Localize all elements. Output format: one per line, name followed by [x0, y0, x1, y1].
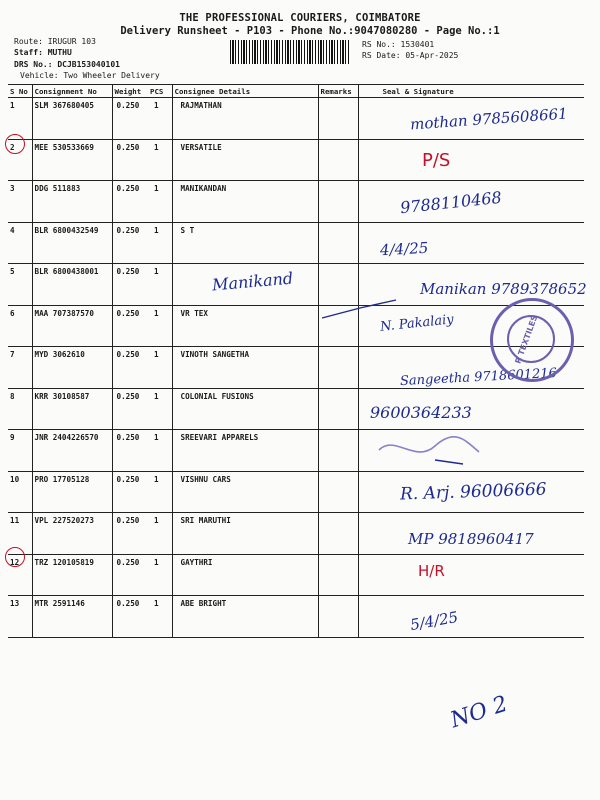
- row-pcs: 1: [148, 181, 172, 223]
- hw-mark-row-12: H/R: [418, 562, 445, 580]
- table-row: [8, 139, 584, 181]
- row-pcs: 1: [148, 305, 172, 347]
- row-weight: 0.250: [112, 596, 148, 638]
- hw-signature-row-3: 9788110468: [399, 187, 503, 218]
- stamp-lettering: R TEXTILES: [513, 314, 540, 365]
- col-consignee: Consignee Details: [172, 85, 318, 98]
- table-row: [8, 554, 584, 596]
- hw-scribble-row-9: [375, 430, 485, 470]
- row-signature: [358, 139, 584, 181]
- row-remarks: [318, 181, 358, 223]
- hw-signature-row-7: Sangeetha 9718601216: [399, 365, 558, 390]
- row-pcs: 1: [148, 139, 172, 181]
- vehicle-label: Vehicle: Two Wheeler Delivery: [20, 71, 160, 80]
- col-consignment: Consignment No: [32, 85, 112, 98]
- row-sno: 2: [8, 139, 32, 181]
- row-consignee: S T: [172, 222, 318, 264]
- table-row: [8, 388, 584, 430]
- row-signature: [358, 554, 584, 596]
- barcode-image: [230, 40, 350, 64]
- row-pcs: 1: [148, 388, 172, 430]
- row-pcs: 1: [148, 596, 172, 638]
- row-consignee: SRI MARUTHI: [172, 513, 318, 555]
- table-header-row: [8, 85, 584, 98]
- table-row: [8, 222, 584, 264]
- row-pcs: 1: [148, 513, 172, 555]
- row-consignment: JNR 2404226570: [32, 430, 112, 472]
- row-consignment: VPL 227520273: [32, 513, 112, 555]
- row-consignee: GAYTHRI: [172, 554, 318, 596]
- row-consignment: BLR 6800432549: [32, 222, 112, 264]
- row-pcs: 1: [148, 471, 172, 513]
- route-label: Route: IRUGUR 103: [14, 37, 96, 46]
- hw-signature-row-11: MP 9818960417: [408, 530, 534, 548]
- row-weight: 0.250: [112, 181, 148, 223]
- row-weight: 0.250: [112, 222, 148, 264]
- row-2-circle-mark: [5, 134, 25, 154]
- row-consignee: RAJMATHAN: [172, 98, 318, 140]
- col-pcs: PCS: [148, 85, 172, 98]
- row-consignee: VINOTH SANGETHA: [172, 347, 318, 389]
- row-consignment: PRO 17705128: [32, 471, 112, 513]
- row-remarks: [318, 388, 358, 430]
- row-sno: 9: [8, 430, 32, 472]
- row-weight: 0.250: [112, 139, 148, 181]
- col-weight: Weight: [112, 85, 148, 98]
- row-remarks: [318, 347, 358, 389]
- row-consignment: MYD 3062610: [32, 347, 112, 389]
- row-remarks: [318, 554, 358, 596]
- table-row: [8, 430, 584, 472]
- row-sno: 12: [8, 554, 32, 596]
- row-consignment: BLR 6800438001: [32, 264, 112, 306]
- row-consignee: MANIKANDAN: [172, 181, 318, 223]
- row-pcs: 1: [148, 554, 172, 596]
- row-consignment: DDG 511883: [32, 181, 112, 223]
- row-weight: 0.250: [112, 264, 148, 306]
- row-consignment: KRR 30108587: [32, 388, 112, 430]
- hw-consignee-row-5: Manikand: [211, 268, 294, 295]
- staff-label: Staff: MUTHU: [14, 48, 72, 57]
- row-remarks: [318, 471, 358, 513]
- company-stamp: [490, 298, 574, 382]
- hw-signature-row-6: N. Pakalaiy: [379, 312, 455, 335]
- row-consignment: MEE 530533669: [32, 139, 112, 181]
- hw-mark-row-2: P/S: [422, 150, 451, 171]
- row-sno: 3: [8, 181, 32, 223]
- row-pcs: 1: [148, 222, 172, 264]
- row-remarks: [318, 222, 358, 264]
- row-pcs: 1: [148, 264, 172, 306]
- row-consignee: COLONIAL FUSIONS: [172, 388, 318, 430]
- row-weight: 0.250: [112, 430, 148, 472]
- row-weight: 0.250: [112, 513, 148, 555]
- row-consignment: MAA 707387570: [32, 305, 112, 347]
- hw-footer-note: NO 2: [447, 691, 511, 734]
- row-sno: 1: [8, 98, 32, 140]
- col-remarks: Remarks: [318, 85, 358, 98]
- row-remarks: [318, 430, 358, 472]
- row-sno: 4: [8, 222, 32, 264]
- hw-signature-row-13: 5/4/25: [408, 607, 460, 635]
- hw-signature-row-10: R. Arj. 96006666: [399, 479, 547, 505]
- document-title: THE PROFESSIONAL COURIERS, COIMBATORE: [179, 12, 421, 24]
- row-consignment: MTR 2591146: [32, 596, 112, 638]
- hw-signature-row-4: 4/4/25: [379, 238, 429, 260]
- row-sno: 6: [8, 305, 32, 347]
- row-sno: 11: [8, 513, 32, 555]
- row-consignee: VERSATILE: [172, 139, 318, 181]
- row-consignment: SLM 367680405: [32, 98, 112, 140]
- row-weight: 0.250: [112, 388, 148, 430]
- row-consignment: TRZ 120105819: [32, 554, 112, 596]
- row-consignee: VR TEX: [172, 305, 318, 347]
- row-sno: 13: [8, 596, 32, 638]
- hw-signature-row-8: 9600364233: [370, 403, 472, 422]
- row-weight: 0.250: [112, 98, 148, 140]
- row-pcs: 1: [148, 98, 172, 140]
- row-remarks: [318, 596, 358, 638]
- row-consignee: VISHNU CARS: [172, 471, 318, 513]
- col-signature: Seal & Signature: [358, 85, 584, 98]
- table-row: [8, 596, 584, 638]
- row-weight: 0.250: [112, 471, 148, 513]
- row-remarks: [318, 98, 358, 140]
- row-pcs: 1: [148, 430, 172, 472]
- row-consignee: SREEVARI APPARELS: [172, 430, 318, 472]
- row-sno: 5: [8, 264, 32, 306]
- row-weight: 0.250: [112, 347, 148, 389]
- row-remarks: [318, 513, 358, 555]
- row-consignee: ABE BRIGHT: [172, 596, 318, 638]
- col-sno: S No: [8, 85, 32, 98]
- hw-signature-row-5: Manikan 9789378652: [420, 280, 587, 298]
- row-sno: 8: [8, 388, 32, 430]
- rs-number: RS No.: 1530401: [362, 40, 435, 49]
- hw-signature-row-1: mothan 9785608661: [409, 104, 569, 134]
- document-subtitle: Delivery Runsheet - P103 - Phone No.:9047080280 - Page No.:1: [120, 25, 500, 37]
- row-weight: 0.250: [112, 554, 148, 596]
- row-signature: [358, 596, 584, 638]
- row-sno: 7: [8, 347, 32, 389]
- hw-scribble-stroke: [320, 296, 400, 326]
- rs-date: RS Date: 05-Apr-2025: [362, 51, 459, 60]
- row-sno: 10: [8, 471, 32, 513]
- row-weight: 0.250: [112, 305, 148, 347]
- row-pcs: 1: [148, 347, 172, 389]
- row-12-circle-mark: [5, 547, 25, 567]
- drs-label: DRS No.: DCJB153040101: [14, 60, 120, 69]
- row-remarks: [318, 139, 358, 181]
